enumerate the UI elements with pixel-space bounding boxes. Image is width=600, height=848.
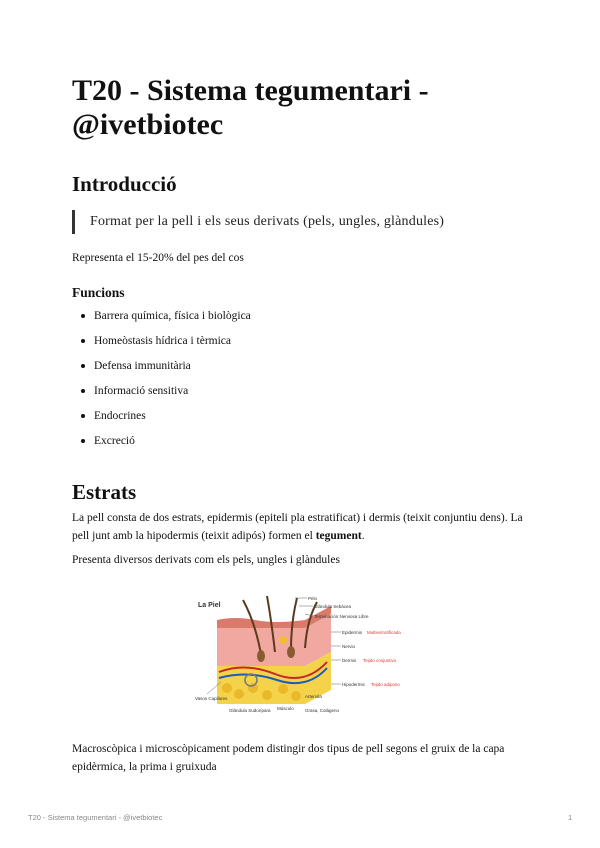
estrats-paragraph: [72, 509, 532, 545]
label-dermis-note: Tejido conjuntivo: [363, 658, 397, 663]
list-item: Barrera química, física i biològica: [76, 307, 251, 332]
label-hipodermis-note: Tejido adiposo: [371, 682, 400, 687]
hair-follicle: [287, 646, 295, 658]
label-vasos: Vasos Capilares: [195, 696, 228, 701]
intro-paragraph: Representa el 15-20% del pes del cos: [72, 252, 244, 264]
estrats-text: La pell consta de dos estrats, epidermis (epiteli pla estratificat) i dermis (teixit conjuntiu dens). La pell junt amb la hipodermis (teixit adipós) formen el: [72, 512, 523, 542]
footer-title: T20 - Sistema tegumentari - @ivetbiotec: [28, 813, 163, 822]
figure-title: La Piel: [198, 602, 221, 609]
list-item: Informació sensitiva: [76, 382, 251, 407]
hair-follicle: [257, 650, 265, 662]
list-item: Defensa immunitària: [76, 357, 251, 382]
document-title: T20 - Sistema tegumentari - @ivetbiotec: [72, 74, 429, 141]
sebaceous-gland: [279, 636, 287, 644]
subheading-funcions: Funcions: [72, 285, 125, 300]
tegument-term: tegument: [315, 530, 362, 542]
page-number: 1: [568, 813, 573, 822]
blockquote: Format per la pell i els seus derivats (pels, ungles, glàndules): [72, 210, 444, 234]
list-item: Excreció: [76, 432, 251, 457]
label-glandula-sebacea: Glándula Sebácea: [314, 604, 352, 609]
label-epidermis: Epidermis: [342, 630, 363, 635]
label-terminacion: Terminación Nerviosa Libre: [314, 614, 369, 619]
label-glandula-sudoripara: Glándula Sudorípara: [229, 708, 271, 713]
derivats-paragraph: Presenta diversos derivats com els pels, ungles i glàndules: [72, 554, 340, 566]
skin-diagram: [195, 592, 425, 720]
list-item: Homeòstasis hídrica i tèrmica: [76, 332, 251, 357]
section-heading-introduccio: Introducció: [72, 172, 177, 196]
label-hipodermis: Hipodermis: [342, 682, 365, 687]
label-nervio: Nervio: [342, 644, 356, 649]
estrats-text-end: .: [361, 530, 365, 542]
funcions-list: [76, 307, 251, 457]
label-grasa: Grasa, Colágeno: [305, 708, 340, 713]
label-epidermis-note: Multiestratificada: [367, 630, 401, 635]
label-musculo: Músculo: [277, 706, 294, 711]
list-item: Endocrines: [76, 407, 251, 432]
label-dermis: Dermis: [342, 658, 357, 663]
section-heading-estrats: Estrats: [72, 480, 137, 504]
label-pelo: Pelo: [308, 596, 318, 601]
macro-paragraph: Macroscòpica i microscòpicament podem distingir dos tipus de pell segons el gruix de la capa epidèrmica, la prima i gruixuda: [72, 743, 505, 773]
label-arteriola: Arteriola: [305, 694, 322, 699]
